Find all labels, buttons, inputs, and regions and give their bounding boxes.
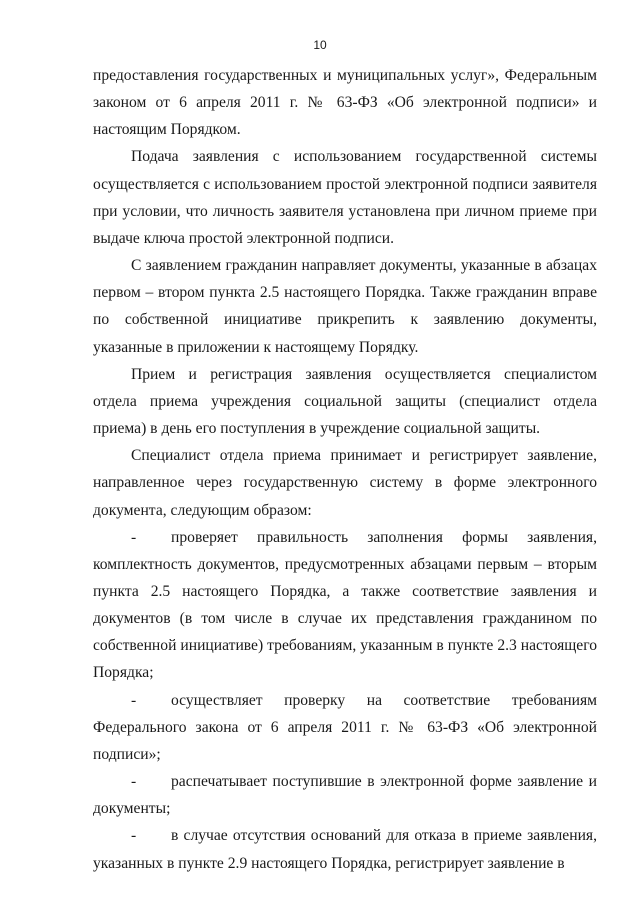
list-item <box>93 687 597 768</box>
list-marker: - <box>131 528 137 546</box>
list-item-text: в случае отсутствия оснований для отказа в приеме заявления, указанных в пункте 2.9 настоящего Порядка, регистрирует заявление в <box>93 827 597 872</box>
list-item <box>93 768 597 822</box>
document-body <box>93 62 597 877</box>
list-item-text: проверяет правильность заполнения формы заявления, комплектность документов, предусмотренных абзацами первым – вторым пункта 2.5 настоящего Порядка, а также соответствие заявления и документов (в том числе в случае их представления гражданином по собственной инициативе) требованиям, указанным в пункте 2.3 настоящего Порядка; <box>93 528 597 682</box>
paragraph: Подача заявления с использованием государственной системы осуществляется с использованием простой электронной подписи заявителя при условии, что личность заявителя установлена при личном приеме при выдаче ключа простой электронной подписи. <box>93 148 597 247</box>
list-item <box>93 524 597 687</box>
list-item <box>93 822 597 876</box>
paragraph: Специалист отдела приема принимает и регистрирует заявление, направленное через государственную систему в форме электронного документа, следующим образом: <box>93 447 597 519</box>
list-marker: - <box>131 773 137 791</box>
paragraph: Прием и регистрация заявления осуществляется специалистом отдела приема учреждения социальной защиты (специалист отдела приема) в день его поступления в учреждение социальной защиты. <box>93 365 597 438</box>
paragraph-continuation: предоставления государственных и муниципальных услуг», Федеральным законом от 6 апреля 2011 г. № 63-ФЗ «Об электронной подписи» и настоящим Порядком. <box>93 67 597 139</box>
paragraph: С заявлением гражданин направляет документы, указанные в абзацах первом – втором пункта 2.5 настоящего Порядка. Также гражданин вправе по собственной инициативе прикрепить к заявлению документы, указанные в приложении к настоящему Порядку. <box>93 257 597 356</box>
page-number: 10 <box>313 38 327 52</box>
list-marker: - <box>131 827 137 845</box>
list-item-text: распечатывает поступившие в электронной форме заявление и документы; <box>93 773 597 818</box>
list-item-text: осуществляет проверку на соответствие требованиям Федерального закона от 6 апреля 2011 г. № 63-ФЗ «Об электронной подписи»; <box>93 691 597 763</box>
list-marker: - <box>131 691 137 709</box>
